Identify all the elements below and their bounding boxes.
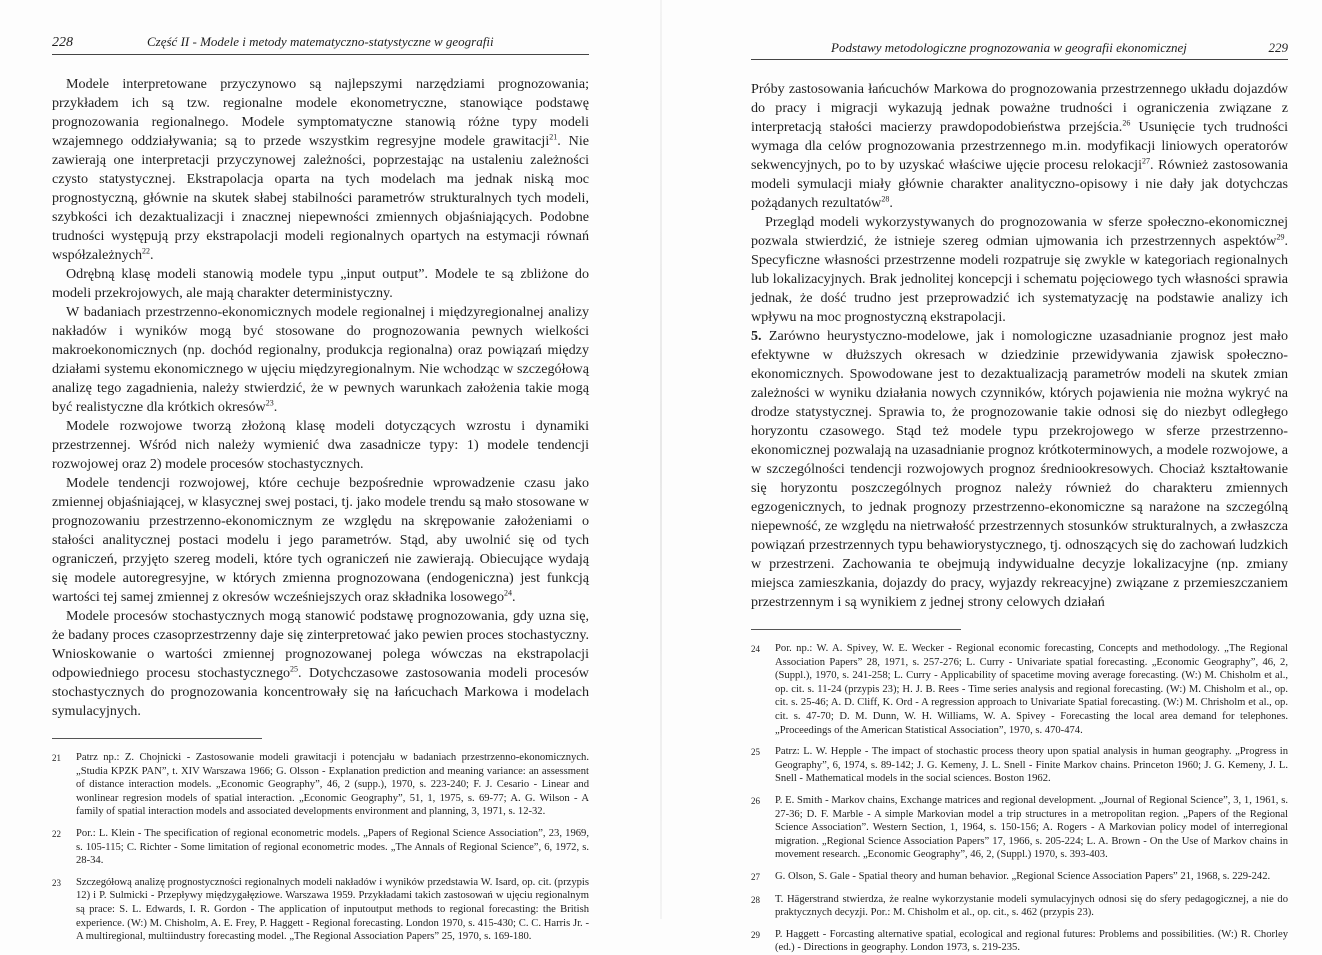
footnote: 21 Patrz np.: Z. Chojnicki - Zastosowanie modeli grawitacji i potencjału w badaniach przestrzenno-ekonomicznych. „Studia KPZK PAN”, t. XIV Warszawa 1966; G. Olsson - Explanation prediction and meaning variance: an assessment of distance interaction models. „Economic Geography”, 46, 2 (supp.), 1970, s. 223-240; F. J. Cesario - Linear and wonlinear regresion models of spatial interaction. „Economic Geography”, 51, 1, 1975, s. 69-77; A. G. Wilson - A family of spatial interaction models and associated developments environment and planning, 3, 1971, s. 12-32. [52,752,589,818]
paragraph: W badaniach przestrzenno-ekonomicznych modele regionalnej i międzyregionalnej analizy nakładów i wyników mogą być stosowane do prognozowania pewnych wielkości makroekonomicznych (np. dochód regionalny, produkcja regionalna) oraz powiązań między działami systemu ekonomicznego w ujęciu międzyregionalnym. Nie wchodząc w szczegółową analizę tego zagadnienia, należy stwierdzić, że w pewnych warunkach założenia takie mogą być realistyczne dla krótkich okresów$^{23}$. [52,304,589,415]
footnote: 28 T. Hägerstrand stwierdza, że realne wykorzystanie modeli symulacyjnych odnosi się do sfery pedagogicznej, a nie do praktycznych decyzji. Por.: M. Chisholm et al., op. cit., s. 462 (przypis 23). [751,893,1288,919]
right-page [661,0,1322,954]
footnote: 22 Por.: L. Klein - The specification of regional econometric models. „Papers of Regional Science Association”, 23, 1969, s. 105-115; C. Richter - Some limitation of regional econometric modes. „The Annals of Regional Science”, 6, 1972, s. 28-34. [52,827,589,867]
paragraph: Modele procesów stochastycznych mogą stanowić podstawę prognozowania, gdy uzna się, że badany proces czasoprzestrzenny daje się zinterpretować jako pewien proces stochastyczny. Wnioskowanie o wartości zmiennej prognozowanej polega wówczas na ekstrapolacji odpowiedniego procesu stochastycznego$^{25}$. Dotychczasowe zastosowania modeli procesów stochastycznych do prognozowania koncentrowały się na łańcuchach Markowa i modelach symulacyjnych. [52,608,589,719]
body-text [52,75,589,721]
section-number: 5. [751,328,762,344]
page-number: 228 [52,35,73,50]
footnote: 23 Szczegółową analizę prognostyczności regionalnych modeli nakładów i wyników przedstawia W. Isard, op. cit. (przypis 12) i P. Sulmicki - Przepływy międzygałęziowe. Warszawa 1959. Przykładami takich zastosowań w ujęciu regionalnym są prace: S. L. Edwards, I. R. Gordon - The application of inputoutput methods to regional forecasting: the British experience. (W:) M. Chisholm, A. E. Frey, P. Haggett - Regional forecasting. London 1970, s. 415-430; C. C. Harris Jr. - A multiregional, multiindustry forecasting model. „The Regional Association Papers” 25, 1970, s. 169-180. [52,876,589,943]
paragraph: Odrębną klasę modeli stanowią modele typu „input output”. Modele te są zbliżone do modeli przekrojowych, ale mają charakter deterministyczny. [52,266,589,301]
page-number: 229 [1268,40,1288,55]
running-head: Podstawy metodologiczne prognozowania w geografii ekonomicznej [831,40,1187,55]
footnotes [52,751,589,944]
running-header [52,34,589,55]
footnote: 24 Por. np.: W. A. Spivey, W. E. Wecker - Regional economic forecasting, Concepts and methodology. „The Regional Association Papers” 28, 1971, s. 257-276; L. Curry - Univariate spatial forecasting. „Economic Geography”, 46, 2, (Suppl.), 1970, s. 241-258; L. Curry - Applicability of spacetime moving average forecasting. (W:) M. Chisholm et al., op. cit. s. 11-24 (przypis 23); H. J. B. Rees - Time series analysis and regional forecasting. (W:) M. Chisholm et al., op. cit. s. 25-46; A. D. Cliff, K. Ord - A regression approach to Univariate Spatial forecasting. (W:) M. Chrisholm et al., op. cit. s. 47-70; D. M. Dunn, W. H. Williams, W. A. Spivey - Forecasting the local area demand for telephones. „Proceedings of the American Statistical Association”, 1970, s. 470-474. [751,643,1288,736]
paragraph: Próby zastosowania łańcuchów Markowa do prognozowania przestrzennego układu dojazdów do pracy i migracji wykazują jednak poważne trudności i ograniczenia związane z interpretacją stałości macierzy prawdopodobieństwa przejścia.$^{26}$ Usunięcie tych trudności wymaga dla celów prognozowania przestrzennego m.in. modyfikacji liniowych operatorów sekwencyjnych, po to by uzyskać właściwe ujęcie procesu relokacji$^{27}$. Również zastosowania modeli symulacji miały głównie charakter analityczno-opisowy i nie dały jak dotychczas pożądanych rezultatów$^{28}$. [751,81,1288,211]
paragraph: Modele interpretowane przyczynowo są najlepszymi narzędziami prognozowania; przykładem ich są tzw. regionalne modele ekonometryczne, stanowiące podstawę prognozowania regionalnego. Modele symptomatyczne stanowią różne typy modeli wzajemnego oddziaływania; są to przede wszystkim regresyjne modele grawitacji$^{21}$. Nie zawierają one interpretacji przyczynowej zależności, poprzestając na ustaleniu zależności czysto statystycznej. Ekstrapolacja oparta na tych modelach ma jednak niską moc prognostyczną, głównie na skutek słabej stabilności parametrów strukturalnych tych modeli, szybkości ich dezaktualizacji i znacznej niepewności zmiennych objaśniających. Podobne trudności występują przy ekstrapolacji modeli regionalnych opartych na estymacji równań współzależnych$^{22}$. [52,76,589,263]
footnote: 26 P. E. Smith - Markov chains, Exchange matrices and regional development. „Journal of Regional Science”, 3, 1, 1961, s. 27-36; D. F. Marble - A simple Markovian model a trip structures in a metropolitan region. „Papers of the Regional Science Association”. Western Section, 1, 1964, s. 150-156; A. Rogers - A Markovian policy model of interregional migration. „Regional Science Association Papers” 17, 1966, s. 205-224; L. A. Brown - On the Use of Markov chains in movement research. „Economic Geography”, 46, 2, (Suppl.) 1970, s. 393-403. [751,794,1288,861]
footnotes [751,642,1288,955]
footnote: 25 Patrz: L. W. Hepple - The impact of stochastic process theory upon spatial analysis in human geography. „Progress in Geography”, 6, 1974, s. 89-142; J. G. Kemeny, J. L. Snell - Finite Markov chains. Princeton 1960; J. G. Kemeny, J. L. Snell - Mathematical models in the social sciences. Boston 1962. [751,746,1288,785]
body-text [751,80,1288,612]
paragraph: Modele rozwojowe tworzą złożoną klasę modeli dotyczących wzrostu i dynamiki przestrzennej. Wśród nich należy wymienić dwa zasadnicze typy: 1) modele tendencji rozwojowej oraz 2) modele procesów stochastycznych. [52,418,589,472]
footnote-separator [751,629,961,630]
running-header [751,40,1288,60]
paragraph: 5. Zarówno heurystyczno-modelowe, jak i nomologiczne uzasadnianie prognoz jest mało efektywne w dłuższych okresach w dziedzinie przewidywania zjawisk społeczno-ekonomicznych. Spowodowane jest to dezaktualizacją parametrów modeli na skutek zmian zależności w wyniku działania nowych czynników, których pojawienia nie można wykryć na drodze statystycznej. Sprawia to, że prognozowanie takie odnosi się do niezbyt odległego horyzontu czasowego. Stąd też modele typu przekrojowego w sferze przestrzenno-ekonomicznej pozwalają na uzasadnianie prognoz krótkoterminowych, a modele rozwojowe, a w szczególności tendencji rozwojowych prognoz średniookresowych. Chociaż kształtowanie się horyzontu poszczególnych prognoz należy również do charakteru zmiennych egzogenicznych, to jednak prognozy przestrzenno-ekonomiczne są narażone na szczególną niepewność, ze względu na nietrwałość przestrzennych stosunków strukturalnych, a zwłaszcza powiązań przestrzennych typu behawiorystycznego, tj. odnoszących się do zachowań ludzkich w przestrzeni. Zachowania te obejmują indywidualne decyzje lokalizacyjne (np. zmiany miejsca zamieszkania, dojazdy do pracy, wyjazdy rekreacyjne) związane z przemieszczaniem przestrzennym i są wynikiem z jednej strony celowych działań [751,328,1288,610]
running-head: Część II - Modele i metody matematyczno-statystyczne w geografii [147,34,494,49]
paragraph: Przegląd modeli wykorzystywanych do prognozowania w sferze społeczno-ekonomicznej pozwala stwierdzić, że istnieje szereg odmian ujmowania ich przestrzennych aspektów$^{29}$. Specyficzne własności przestrzenne modeli rozpatruje się zwykle w kategoriach regionalnych lub lokalizacyjnych. Brak jednolitej koncepcji i schematu pojęciowego tych własności sprawia jednak, że dość trudno jest przeprowadzić ich systematyzację na podstawie analizy ich wpływu na moc prognostyczną ekstrapolacji. [751,214,1288,325]
footnote-separator [52,738,262,739]
footnote: 27 G. Olson, S. Gale - Spatial theory and human behavior. „Regional Science Association Papers” 21, 1968, s. 229-242. [751,870,1271,882]
left-page [0,0,661,943]
footnote: 29 P. Haggett - Forcasting alternative spatial, ecological and regional futures: Problems and possibilities. (W:) R. Chorley (ed.) - Directions in geography. London 1973, s. 219-235. [751,928,1288,954]
paragraph: Modele tendencji rozwojowej, które cechuje bezpośrednie wprowadzenie czasu jako zmiennej objaśniającej, w klasycznej swej postaci, tj. jako modele trendu są mało stosowane w prognozowaniu przestrzenno-ekonomicznym ze względu na skrępowanie założeniami o stałości analitycznej postaci modelu i jego parametrów. Stąd, aby uwolnić się od tych ograniczeń, przyjęto szereg modeli, które tych ograniczeń nie zawierają. Obiecujące wydają się modele autoregresyjne, w których zmienna prognozowana (endogeniczna) jest funkcją wartości tej samej zmiennej z okresów wcześniejszych oraz składnika losowego$^{24}$. [52,475,589,605]
